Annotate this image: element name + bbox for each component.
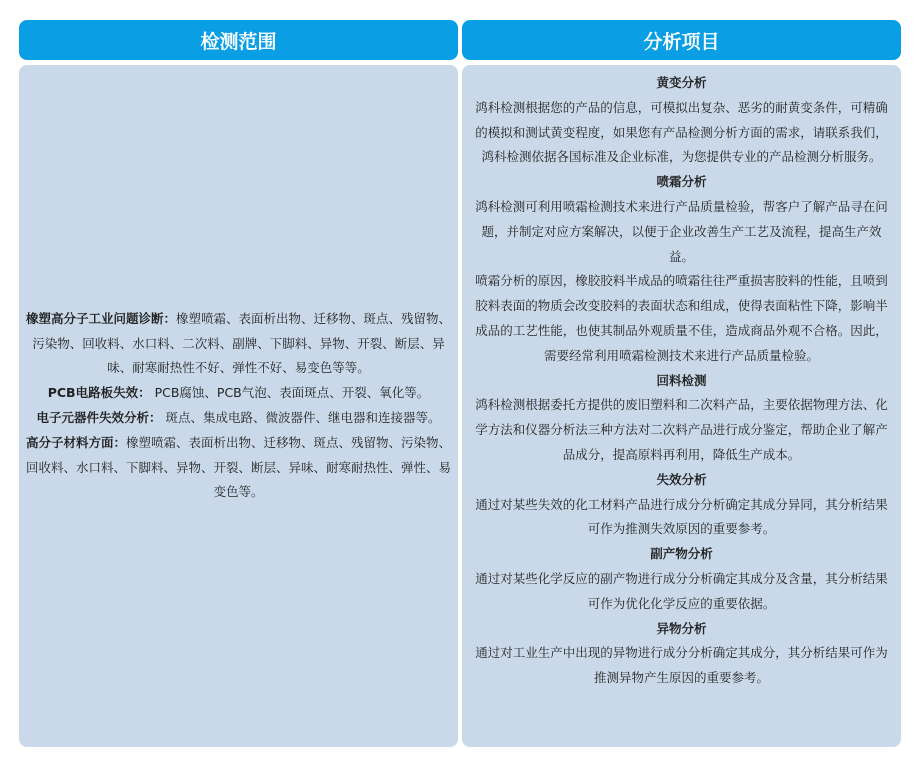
item-title-blooming: 喷霜分析 [656, 174, 707, 190]
item-title-recycled: 回料检测 [656, 372, 707, 388]
header-analysis-items: 分析项目 [462, 20, 901, 60]
scope-text: 橡塑喷霜、表面析出物、迁移物、斑点、残留物、污染物、回收料、水口料、下脚料、异物、开裂、断层、异味、耐寒耐热性、弹性、易变色等。 [25, 434, 452, 500]
scope-label: 电子元器件失效分析： [36, 410, 162, 425]
scope-label: PCB电路板失效： [47, 385, 151, 401]
scope-panel [19, 65, 458, 747]
item-text-byproduct: 通过对某些化学反应的副产物进行成分分析确定其成分及含量，其分析结果可作为优化化学反应的重要依据。 [475, 570, 888, 611]
item-title-yellowing: 黄变分析 [656, 75, 707, 90]
header-detection-scope: 检测范围 [19, 20, 458, 60]
analysis-panel [462, 65, 901, 747]
item-text-recycled: 鸿科检测根据委托方提供的废旧塑料和二次料产品，主要依据物理方法、化学方法和仪器分析法三种方法对二次料产品进行成分鉴定，帮助企业了解产品成分，提高原料再利用，降低生产成本。 [475, 397, 888, 462]
item-text-failure: 通过对某些失效的化工材料产品进行成分分析确定其成分异同，其分析结果可作为推测失效原因的重要参考。 [475, 496, 888, 537]
scope-pcb [19, 381, 458, 406]
item-text-blooming-reason: 喷霜分析的原因，橡胶胶料半成品的喷霜往往严重损害胶料的性能，且喷到胶料表面的物质会改变胶料的表面状态和组成，使得表面粘性下降，影响半成品的工艺性能，也使其制品外观质量不佳，造成商品外观不合格。因此，需要经常利用喷霜检测技术来进行产品质量检验。 [475, 273, 888, 363]
scope-text: 橡塑喷霜、表面析出物、迁移物、斑点、残留物、污染物、回收料、水口料、二次料、副牌、下脚料、异物、开裂、断层、异味、耐寒耐热性不好、弹性不好、易变色等等。 [32, 310, 452, 376]
scope-rubber-polymer [19, 307, 458, 381]
item-text-yellowing: 鸿科检测根据您的产品的信息，可模拟出复杂、恶劣的耐黄变条件，可精确的模拟和测试黄变程度，如果您有产品检测分析方面的需求，请联系我们，鸿科检测依据各国标准及企业标准，为您提供专业的产品检测分析服务。 [475, 99, 888, 165]
scope-text: 斑点、集成电路、微波器件、继电器和连接器等。 [161, 410, 441, 425]
scope-label: 高分子材料方面： [25, 434, 126, 450]
item-title-foreign-matter: 异物分析 [656, 620, 707, 636]
item-title-failure: 失效分析 [656, 471, 707, 487]
item-text-blooming: 鸿科检测可利用喷霜检测技术来进行产品质量检验，帮客户了解产品寻在问题，并制定对应方案解决，以便于企业改善生产工艺及流程，提高生产效益。 [475, 198, 888, 264]
item-text-foreign-matter: 通过对工业生产中出现的异物进行成分分析确定其成分，其分析结果可作为推测异物产生原因的重要参考。 [475, 645, 888, 686]
scope-text: PCB腐蚀、PCB气泡、表面斑点、开裂、氧化等。 [150, 385, 430, 401]
scope-polymer-materials [19, 431, 458, 505]
scope-electronic-components [19, 406, 458, 431]
scope-label: 橡塑高分子工业问题诊断： [25, 310, 176, 326]
item-title-byproduct: 副产物分析 [650, 546, 713, 562]
